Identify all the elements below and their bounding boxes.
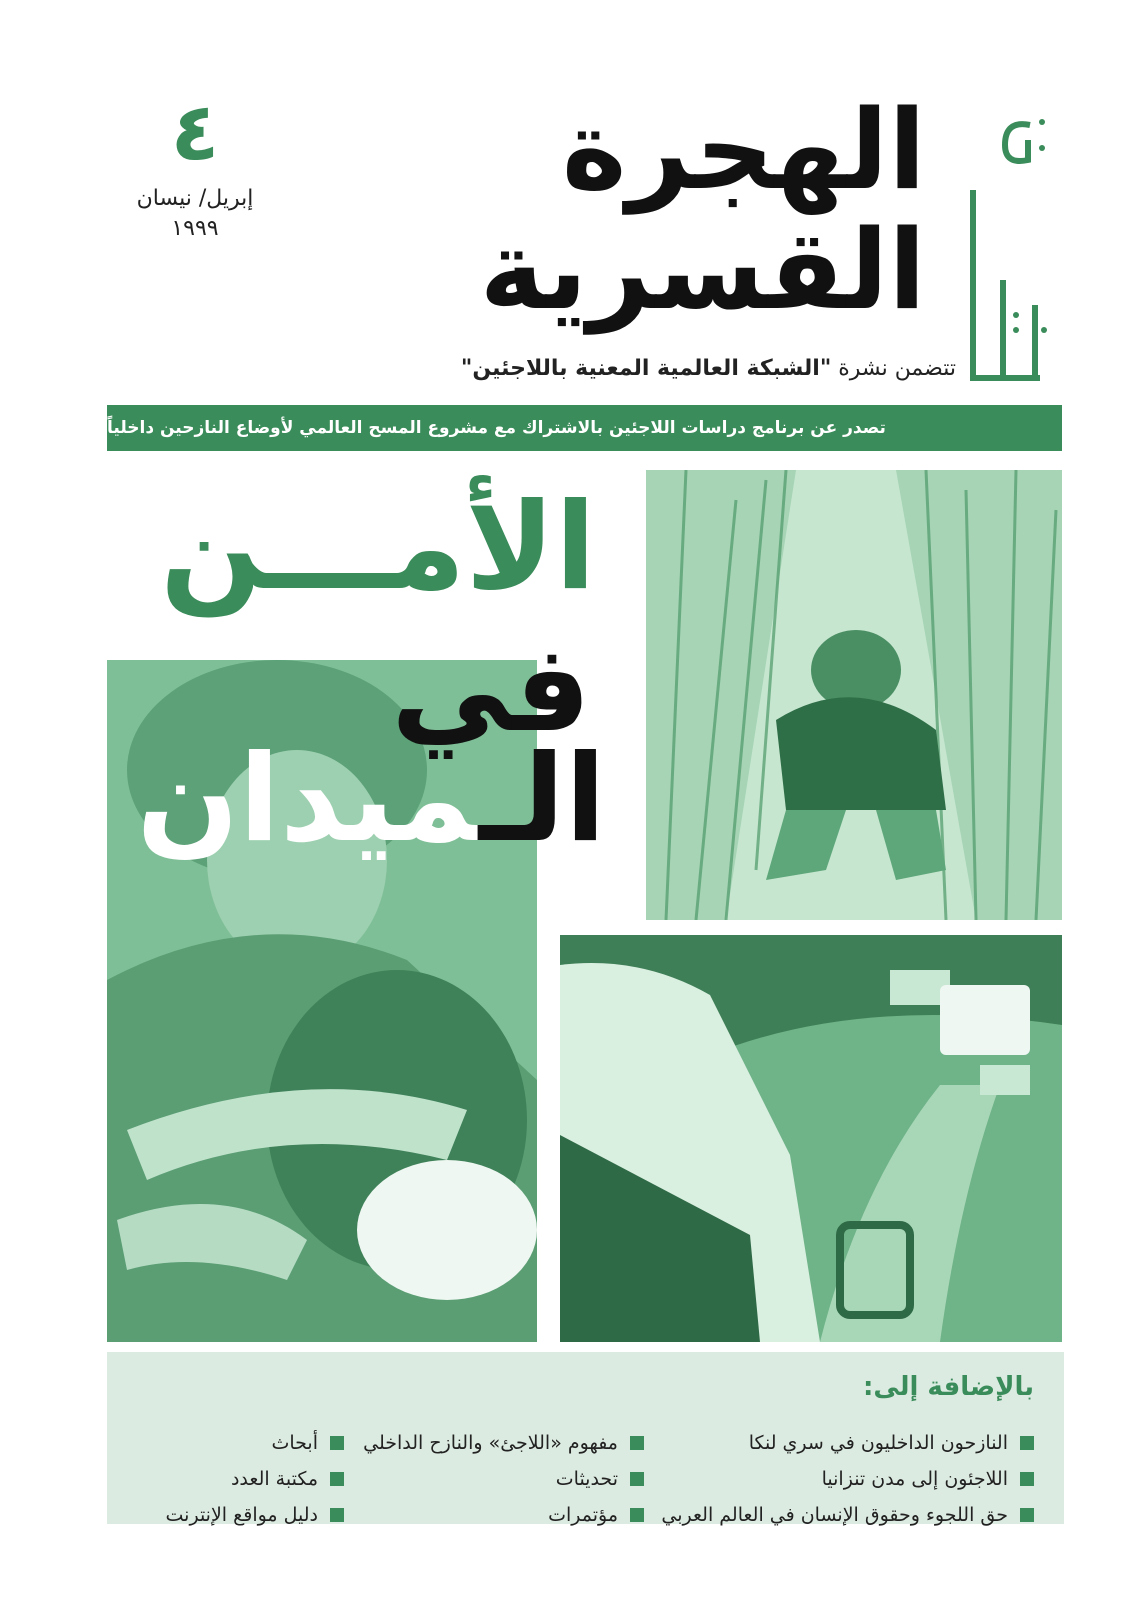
contents-item-label: حق اللجوء وحقوق الإنسان في العالم العربي	[661, 1504, 1008, 1526]
headline-line3-light: ميدان	[136, 730, 479, 869]
headline-line1: الأمـــن	[160, 478, 596, 617]
logo-mark	[960, 100, 1050, 390]
issue-number: ٤	[170, 85, 220, 178]
contents-item	[548, 1504, 644, 1526]
contents-item-label: مكتبة العدد	[230, 1468, 318, 1490]
publisher-banner: تصدر عن برنامج دراسات اللاجئين بالاشتراك مع مشروع المسح العالمي لأوضاع النازحين داخلياً	[107, 405, 1062, 451]
contents-item	[231, 1468, 344, 1490]
bullet-square-icon	[330, 1508, 344, 1522]
contents-item-label: اللاجئون إلى مدن تنزانيا	[821, 1468, 1008, 1490]
contents-item-label: دليل مواقع الإنترنت	[165, 1504, 318, 1526]
photo-convoy	[560, 935, 1062, 1342]
contents-item	[166, 1504, 344, 1526]
tagline	[461, 356, 956, 381]
bullet-square-icon	[630, 1472, 644, 1486]
tagline-prefix: تتضمن نشرة	[838, 356, 956, 381]
contents-item	[822, 1468, 1034, 1490]
bullet-square-icon	[1020, 1508, 1034, 1522]
contents-item	[271, 1432, 344, 1454]
bullet-square-icon	[630, 1508, 644, 1522]
contents-item	[556, 1468, 644, 1490]
masthead-title-line2: القسرية	[479, 206, 926, 334]
issue-date: إبريل/ نيسان	[136, 186, 254, 211]
contents-item-label: أبحاث	[271, 1432, 318, 1454]
bullet-square-icon	[1020, 1472, 1034, 1486]
contents-item	[363, 1432, 644, 1454]
bullet-square-icon	[330, 1472, 344, 1486]
contents-title: بالإضافة إلى:	[863, 1372, 1034, 1402]
issue-year: ١٩٩٩	[171, 216, 219, 241]
contents-item-label: النازحون الداخليون في سري لنكا	[748, 1432, 1008, 1454]
contents-box	[107, 1352, 1064, 1524]
headline-line3	[136, 730, 606, 869]
contents-item-label: مؤتمرات	[548, 1504, 618, 1526]
bullet-square-icon	[330, 1436, 344, 1450]
tagline-quoted: "الشبكة العالمية المعنية باللاجئين"	[460, 356, 832, 381]
bullet-square-icon	[630, 1436, 644, 1450]
contents-item-label: مفهوم «اللاجئ» والنازح الداخلي	[363, 1432, 618, 1454]
bullet-square-icon	[1020, 1436, 1034, 1450]
headline-line3-dark: الـ	[478, 730, 606, 869]
contents-item	[749, 1432, 1034, 1454]
contents-item	[661, 1504, 1034, 1526]
masthead-title-line1: الهجرة	[561, 86, 926, 214]
headline-line2: في	[391, 620, 591, 759]
contents-item-label: تحديثات	[555, 1468, 618, 1490]
photo-deminer	[646, 470, 1062, 920]
